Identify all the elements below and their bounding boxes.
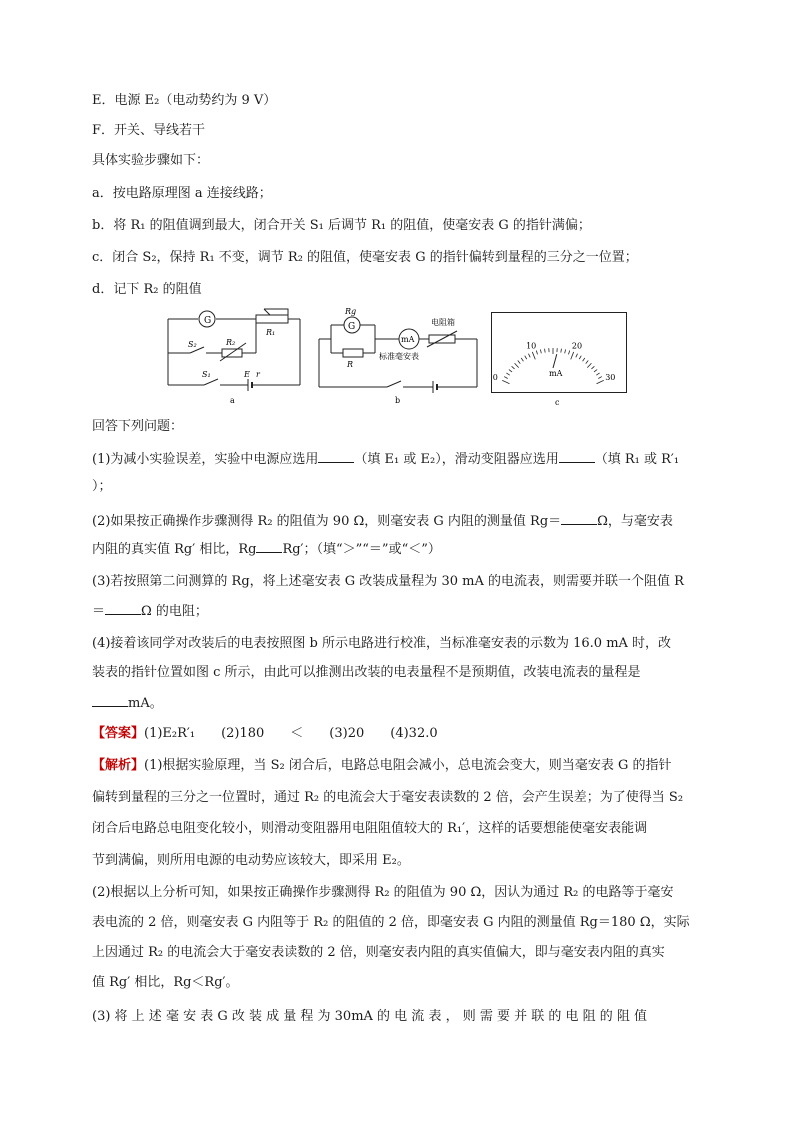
question-2: (2)如果按正确操作步骤测得 R₂ 的阻值为 90 Ω，则毫安表 G 内阻的测量值 Rg＝ Ω，与毫安表 [92, 511, 708, 531]
ma-label: mA [401, 335, 415, 344]
figure-caption-a: a [230, 396, 235, 405]
meter-tick-label: 0 [492, 372, 498, 382]
question-4-cont: mA。 [92, 693, 708, 713]
answer-tag: 【答案】 [92, 726, 145, 741]
text-line: 具体实验步骤如下： [92, 153, 210, 168]
figure-caption-c: c [555, 398, 560, 407]
g-label: G [348, 322, 356, 332]
text-line: ）； [92, 479, 112, 494]
answer-blank [256, 539, 282, 553]
circuit-diagram-a [160, 307, 308, 407]
text-line: (3)若按照第二问测算的 Rg，将上述毫安表 G 改装成量程为 30 mA 的电流表，则需要并联一个阻值 R [92, 574, 684, 589]
text-line: 闭合后电路总电阻变化较小，则滑动变阻器用电阻阻值较大的 R₁′，这样的话要想能使毫安表能调 [92, 821, 648, 836]
standard-milliammeter-label: 标准毫安表 [379, 352, 419, 361]
text-line: d．记下 R₂ 的阻值 [92, 282, 202, 297]
text-line: 回答下列问题： [92, 419, 184, 434]
answer-blank [559, 449, 595, 463]
text-line: 表电流的 2 倍，则毫安表 G 内阻等于 R₂ 的阻值的 2 倍，即毫安表 G 内阻的测量值 Rg＝180 Ω，实际 [92, 915, 690, 930]
text-line: c．闭合 S₂，保持 R₁ 不变，调节 R₂ 的阻值，使毫安表 G 的指针偏转到量程的三分之一位置； [92, 250, 638, 265]
question-1: (1)为减小实验误差，实验中电源应选用 （填 E₁ 或 E₂），滑动变阻器应选用 （填 R₁ 或 R′₁ [92, 449, 708, 469]
answer-text: (1)E₂R′₁ (2)180 ＜ (3)20 (4)32.0 [144, 726, 438, 741]
s1-label: S₁ [202, 370, 211, 379]
text-line: 偏转到量程的三分之一位置时，通过 R₂ 的电流会大于毫安表读数的 2 倍，会产生误差；为了使得当 S₂ [92, 790, 684, 805]
text-line: (3) 将 上 述 毫 安 表 G 改 装 成 量 程 为 30mA 的 电 流 表 ， 则 需 要 并 联 的 电 阻 的 阻 值 [92, 1009, 648, 1024]
r2-label: R₂ [226, 338, 236, 347]
text-line: (4)接着该同学对改装后的电表按照图 b 所示电路进行校准，当标准毫安表的示数为 16.0 mA 时，改 [92, 636, 672, 651]
answer-line [92, 725, 708, 743]
figure-caption-b: b [395, 396, 401, 405]
s2-label: S₂ [188, 340, 197, 349]
text-line: 上因通过 R₂ 的电流会大于毫安表读数的 2 倍，则毫安表内阻的真实值偏大，即与毫安表内阻的真实 [92, 945, 665, 960]
resistance-box-label: 电阻箱 [431, 318, 455, 327]
text-line: 值 Rg′ 相比，Rg＜Rg′。 [92, 975, 239, 990]
answer-blank [318, 449, 354, 463]
answer-blank [92, 693, 128, 707]
answer-blank [561, 511, 597, 525]
rg-label: Rg [345, 307, 357, 316]
circuit-diagram-b [313, 303, 483, 407]
meter-tick-label: 30 [605, 372, 616, 382]
text-line: b．将 R₁ 的阻值调到最大，闭合开关 S₁ 后调节 R₁ 的阻值，使毫安表 G 的指针满偏； [92, 218, 591, 233]
answer-blank [105, 601, 141, 615]
text-line: (2)根据以上分析可知，如果按正确操作步骤测得 R₂ 的阻值为 90 Ω，因认为通过 R₂ 的电路等于毫安 [92, 885, 674, 900]
question-3-cont: ＝ Ω 的电阻； [92, 601, 708, 621]
text-line: F．开关、导线若干 [92, 123, 206, 138]
analysis-tag: 【解析】 [92, 758, 145, 773]
text-line: 装表的指针位置如图 c 所示，由此可以推测出改装的电表量程不是预期值，改装电流表的量程是 [92, 665, 641, 680]
question-2-cont: 内阻的真实值 Rg′ 相比，Rg Rg′；（填“＞”“＝”或“＜”） [92, 539, 708, 559]
meter-dial-c [491, 312, 627, 408]
meter-tick-label: 10 [526, 341, 537, 351]
text-line: E．电源 E₂（电动势约为 9 V） [92, 93, 277, 108]
text-line: 节到满偏，则所用电源的电动势应该较大，即采用 E₂。 [92, 853, 410, 868]
e-label: E [244, 370, 250, 379]
meter-tick-label: 20 [571, 341, 583, 351]
r1-label: R₁ [266, 328, 276, 337]
r-label: r [256, 370, 260, 379]
meter-unit-label: mA [549, 369, 563, 378]
r-label: R [347, 360, 354, 369]
g-label: G [204, 316, 212, 326]
text-line: a．按电路原理图 a 连接线路； [92, 186, 272, 201]
analysis-line: 【解析】(1)根据实验原理，当 S₂ 闭合后，电路总电阻会减小，总电流会变大，则当毫安表 G 的指针 [92, 758, 672, 773]
